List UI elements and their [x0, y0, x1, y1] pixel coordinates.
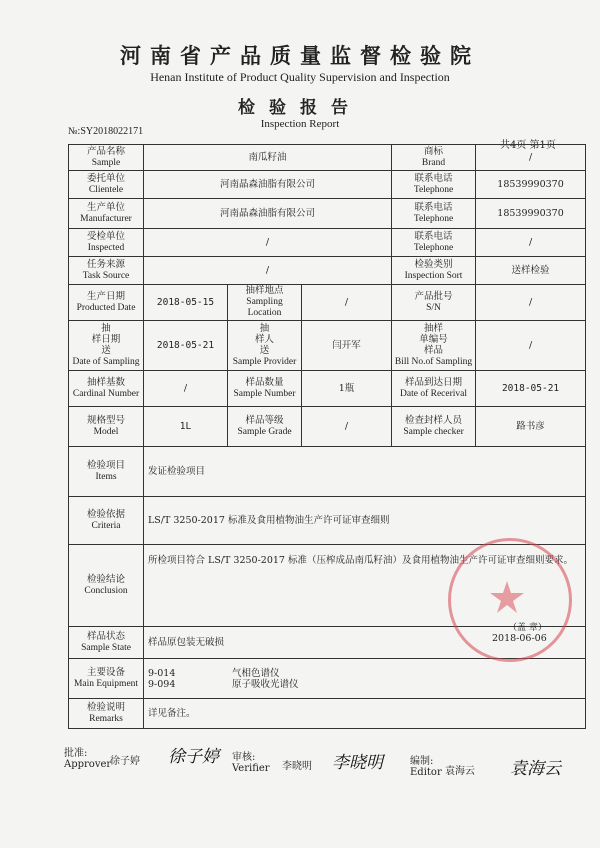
- manufacturer-label: 生产单位 Manufacturer: [69, 199, 144, 229]
- criteria-value: LS/T 3250-2017 标准及食用植物油生产许可证审查细则: [144, 497, 586, 545]
- org-title-cn: 河南省产品质量监督检验院: [120, 43, 480, 68]
- inspection-sort-label: 检验类别 Inspection Sort: [392, 257, 476, 285]
- verifier-caption: 审核: Verifier: [232, 752, 270, 774]
- sample-provider-value: 闫开军: [302, 321, 392, 371]
- bill-no-value: /: [476, 321, 586, 371]
- editor-name: 袁海云: [445, 766, 475, 777]
- sampling-date-value: 2018-05-21: [144, 321, 228, 371]
- report-title-cn: 检验报告: [238, 98, 362, 118]
- remarks-value: 详见备注。: [144, 699, 586, 729]
- state-label: 样品状态 Sample State: [69, 627, 144, 659]
- cardinal-label: 抽样基数 Cardinal Number: [69, 371, 144, 407]
- sampling-date-label: 抽 样日期 送 Date of Sampling: [69, 321, 144, 371]
- verifier-signature: 李晓明: [332, 753, 383, 773]
- approver-caption: 批准: Approver: [64, 748, 112, 770]
- clientele-label: 委托单位 Clientele: [69, 171, 144, 199]
- telephone-value-1: 18539990370: [476, 171, 586, 199]
- equipment-list: [144, 659, 586, 699]
- cardinal-value: /: [144, 371, 228, 407]
- production-date-label: 生产日期 Producted Date: [69, 285, 144, 321]
- bill-no-label: 抽样 单编号 样品 Bill No.of Sampling: [392, 321, 476, 371]
- production-date-value: 2018-05-15: [144, 285, 228, 321]
- report-title-en: Inspection Report: [260, 118, 340, 130]
- sample-provider-label: 抽 样人 送 Sample Provider: [228, 321, 302, 371]
- items-value: 发证检验项目: [144, 447, 586, 497]
- telephone-label-2: 联系电话 Telephone: [392, 199, 476, 229]
- model-label: 规格型号 Model: [69, 407, 144, 447]
- checker-label: 检查封样人员 Sample checker: [392, 407, 476, 447]
- report-number: №:SY2018022171: [68, 126, 144, 137]
- telephone-label-3: 联系电话 Telephone: [392, 229, 476, 257]
- sampling-location-label: 抽样地点 Sampling Location: [228, 285, 302, 321]
- clientele-value: 河南晶森油脂有限公司: [144, 171, 392, 199]
- state-value: 样品原包装无破损: [144, 627, 586, 659]
- telephone-value-2: 18539990370: [476, 199, 586, 229]
- receival-label: 样品到达日期 Date of Recerival: [392, 371, 476, 407]
- criteria-label: 检验依据 Criteria: [69, 497, 144, 545]
- inspected-label: 受检单位 Inspected: [69, 229, 144, 257]
- inspection-sort-value: 送样检验: [476, 257, 586, 285]
- verifier-name: 李晓明: [282, 761, 312, 772]
- editor-signature: 袁海云: [510, 759, 561, 779]
- equipment-item: 9-094 原子吸收光谱仪: [148, 678, 299, 690]
- editor-caption: 编制: Editor: [410, 756, 442, 778]
- task-source-value: /: [144, 257, 392, 285]
- items-label: 检验项目 Items: [69, 447, 144, 497]
- telephone-label-1: 联系电话 Telephone: [392, 171, 476, 199]
- grade-label: 样品等级 Sample Grade: [228, 407, 302, 447]
- sample-label: 产品名称 Sample: [69, 145, 144, 171]
- brand-label: 商标 Brand: [392, 145, 476, 171]
- checker-value: 路书彦: [476, 407, 586, 447]
- sample-value: 南瓜籽油: [144, 145, 392, 171]
- equipment-item: 9-014 气相色谱仪: [148, 667, 280, 679]
- conclusion-label: 检验结论 Conclusion: [69, 545, 144, 627]
- equipment-label: 主要设备 Main Equipment: [69, 659, 144, 699]
- stamp-date: 2018-06-06: [492, 633, 547, 644]
- task-source-label: 任务来源 Task Source: [69, 257, 144, 285]
- org-title-en: Henan Institute of Product Quality Supervision and Inspection: [150, 70, 450, 84]
- remarks-label: 检验说明 Remarks: [69, 699, 144, 729]
- stamp-label: （盖 章）: [508, 623, 547, 633]
- grade-value: /: [302, 407, 392, 447]
- conclusion-value: 所检项目符合 LS/T 3250-2017 标准（压榨成品南瓜籽油）及食用植物油生产许可证审查细则要求。: [144, 545, 586, 627]
- inspected-value: /: [144, 229, 392, 257]
- receival-value: 2018-05-21: [476, 371, 586, 407]
- page-indicator: 共4页 第1页: [500, 140, 556, 151]
- sample-number-value: 1瓶: [302, 371, 392, 407]
- telephone-value-3: /: [476, 229, 586, 257]
- batch-label: 产品批号 S/N: [392, 285, 476, 321]
- approver-name: 徐子婷: [110, 756, 140, 767]
- sample-number-label: 样品数量 Sample Number: [228, 371, 302, 407]
- sampling-location-value: /: [302, 285, 392, 321]
- approver-signature: 徐子婷: [168, 747, 219, 767]
- batch-value: /: [476, 285, 586, 321]
- brand-value: /: [476, 145, 586, 171]
- manufacturer-value: 河南晶森油脂有限公司: [144, 199, 392, 229]
- model-value: 1L: [144, 407, 228, 447]
